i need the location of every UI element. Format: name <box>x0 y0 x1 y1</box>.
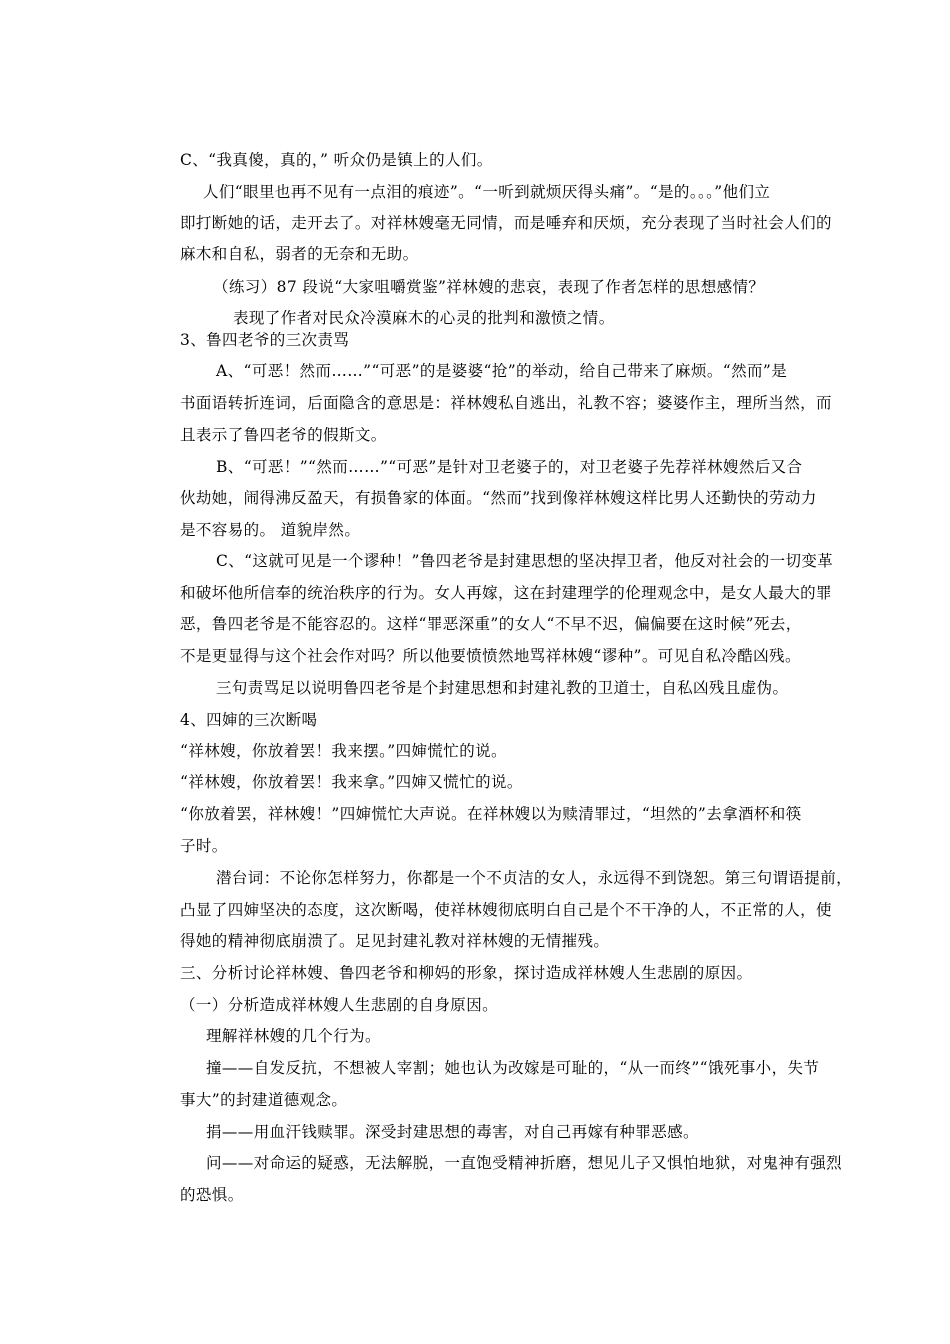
text-line: 理解祥林嫂的几个行为。 <box>206 1027 381 1045</box>
section-heading: 三、分析讨论祥林嫂、鲁四老爷和柳妈的形象，探讨造成祥林嫂人生悲剧的原因。 <box>180 964 753 982</box>
text-line: B、“可恶！”“然而……”“可恶”是针对卫老婆子的，对卫老婆子先荐祥林嫂然后又合 <box>216 458 803 476</box>
text-line: 表现了作者对民众冷漠麻木的心灵的批判和激愤之情。 <box>233 309 615 327</box>
text-line: 三句责骂足以说明鲁四老爷是个封建思想和封建礼教的卫道士，自私凶残且虚伪。 <box>216 679 789 697</box>
text-line: 且表示了鲁四老爷的假斯文。 <box>180 426 387 444</box>
text-line: A、“可恶！然而……”“可恶”的是婆婆“抢”的举动，给自己带来了麻烦。“然而”是 <box>216 362 788 380</box>
section-heading: 4、四婶的三次断喝 <box>180 711 318 729</box>
text-line: 事大”的封建道德观念。 <box>180 1091 348 1109</box>
text-line: 撞——自发反抗，不想被人宰割；她也认为改嫁是可耻的，“从一而终”“饿死事小，失节 <box>206 1059 820 1077</box>
text-line: 麻木和自私，弱者的无奈和无助。 <box>180 245 419 263</box>
text-line: 的恐惧。 <box>180 1186 244 1204</box>
text-line: 凸显了四婶坚决的态度，这次断喝，使祥林嫂彻底明白自己是个不干净的人，不正常的人，使 <box>180 901 832 919</box>
text-line: 潜台词：不论你怎样努力，你都是一个不贞洁的女人，永远得不到饶恕。第三句谓语提前， <box>216 869 853 887</box>
text-line: “你放着罢，祥林嫂！”四婶慌忙大声说。在祥林嫂以为赎清罪过，“坦然的”去拿酒杯和筷 <box>180 805 802 823</box>
text-line: 伙劫她，闹得沸反盈天，有损鲁家的体面。“然而”找到像祥林嫂这样比男人还勤快的劳动力 <box>180 489 817 507</box>
text-line: 书面语转折连词，后面隐含的意思是：祥林嫂私自逃出，礼教不容；婆婆作主，理所当然，而 <box>180 394 832 412</box>
text-line: 恶，鲁四老爷是不能容忍的。这样“罪恶深重”的女人“不早不迟，偏偏要在这时候”死去， <box>180 615 802 633</box>
text-line: 得她的精神彻底崩溃了。足见封建礼教对祥林嫂的无情摧残。 <box>180 932 610 950</box>
text-line: 人们“眼里也再不见有一点泪的痕迹”。“一听到就烦厌得头痛”。“是的。。。”他们立 <box>203 183 771 201</box>
text-line: 不是更显得与这个社会作对吗？所以他要愤愤然地骂祥林嫂“谬种”。可见自私冷酷凶残。 <box>180 647 801 665</box>
text-line: 是不容易的。 道貌岸然。 <box>180 521 361 539</box>
text-line: “祥林嫂，你放着罢！我来拿。”四婶又慌忙的说。 <box>180 773 523 791</box>
text-line: 和破坏他所信奉的统治秩序的行为。女人再嫁，这在封建理学的伦理观念中，是女人最大的罪 <box>180 584 832 602</box>
text-line: 问——对命运的疑惑，无法解脱，一直饱受精神折磨，想见儿子又惧怕地狱，对鬼神有强烈 <box>206 1154 843 1172</box>
text-line: C、“这就可见是一个谬种！”鲁四老爷是封建思想的坚决捍卫者，他反对社会的一切变革 <box>216 552 834 570</box>
text-line: C、“我真傻，真的，” 听众仍是镇上的人们。 <box>180 151 493 169</box>
text-line: 捐——用血汗钱赎罪。深受封建思想的毒害，对自己再嫁有种罪恶感。 <box>206 1123 699 1141</box>
text-line: “祥林嫂，你放着罢！我来摆。”四婶慌忙的说。 <box>180 742 507 760</box>
subsection-heading: （一）分析造成祥林嫂人生悲剧的自身原因。 <box>180 996 499 1014</box>
text-line: 即打断她的话，走开去了。对祥林嫂毫无同情，而是唾弃和厌烦，充分表现了当时社会人们的 <box>180 214 832 232</box>
section-heading: 3、鲁四老爷的三次责骂 <box>180 331 350 349</box>
text-line: 子时。 <box>180 837 228 855</box>
text-line: （练习）87 段说“大家咀嚼赏鉴”祥林嫂的悲哀，表现了作者怎样的思想感情？ <box>213 278 765 296</box>
